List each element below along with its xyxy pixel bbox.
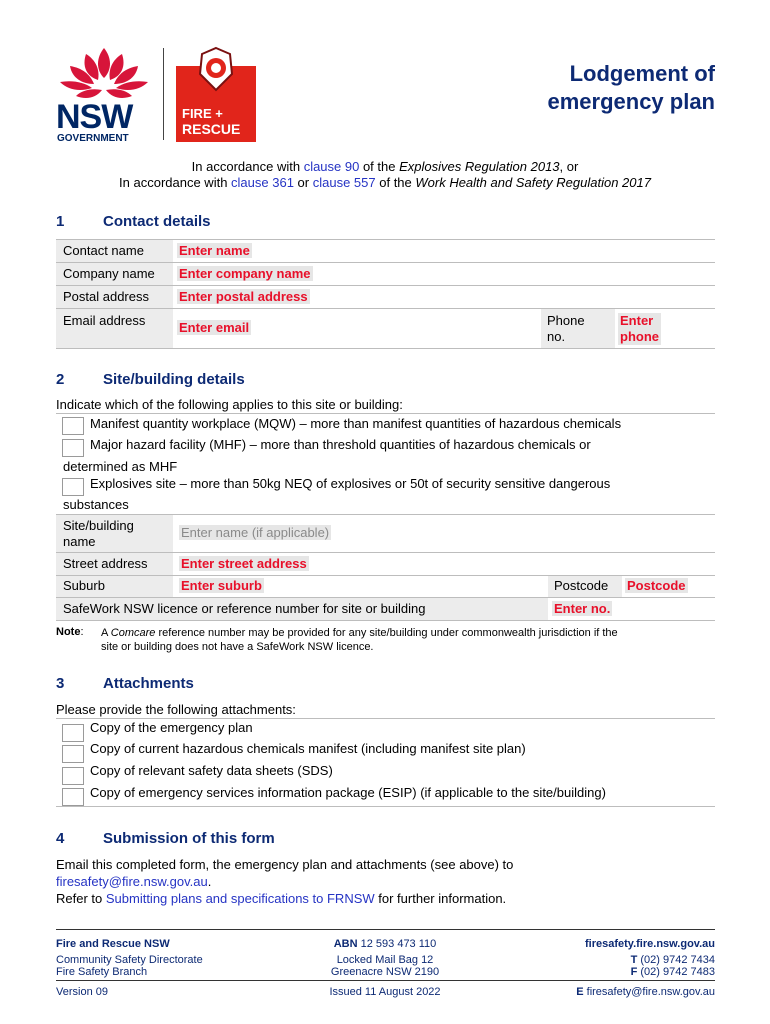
footer-email[interactable]: E firesafety@fire.nsw.gov.au bbox=[576, 986, 715, 998]
attachment-item-2: Copy of current hazardous chemicals manifest (including manifest site plan) bbox=[90, 741, 526, 756]
submission-text: Email this completed form, the emergency plan and attachments (see above) to firesafety@fire.nsw.gov.au. Refer to Submitting plans and specifications to FRNSW for further information. bbox=[56, 857, 514, 906]
section-1-number: 1 bbox=[56, 213, 65, 230]
frnsw-logo-text-1: FIRE + bbox=[182, 106, 223, 121]
footer-org: Fire and Rescue NSW bbox=[56, 938, 170, 950]
attachment-checkbox-4[interactable] bbox=[62, 788, 84, 806]
logo-divider bbox=[163, 48, 164, 140]
firesafety-email-link[interactable]: firesafety@fire.nsw.gov.au bbox=[56, 874, 208, 889]
frnsw-badge-icon bbox=[196, 46, 236, 92]
intro-line-1: In accordance with clause 90 of the Explosives Regulation 2013, or bbox=[191, 159, 579, 174]
postal-address-field[interactable]: Enter postal address bbox=[179, 289, 308, 304]
divider bbox=[56, 262, 715, 263]
site-name-label: Site/building name bbox=[63, 518, 134, 549]
section-1-title: Contact details bbox=[103, 213, 211, 230]
licence-label: SafeWork NSW licence or reference number for site or building bbox=[63, 601, 426, 616]
divider bbox=[56, 806, 715, 807]
submitting-plans-link[interactable]: Submitting plans and specifications to FRNSW bbox=[105, 891, 375, 906]
email-address-label: Email address bbox=[63, 313, 146, 328]
divider bbox=[56, 285, 715, 286]
section-3-title: Attachments bbox=[103, 675, 194, 692]
divider bbox=[56, 413, 715, 414]
title-line-1: Lodgement of bbox=[569, 61, 715, 86]
note-label: Note: bbox=[56, 626, 84, 638]
footer-phone: T (02) 9742 7434 bbox=[630, 954, 715, 966]
attachment-item-1: Copy of the emergency plan bbox=[90, 720, 253, 735]
frnsw-logo-text-2: RESCUE bbox=[182, 121, 241, 137]
section-2-number: 2 bbox=[56, 371, 65, 388]
site-name-field[interactable]: Enter name (if applicable) bbox=[181, 525, 330, 540]
footer-mail-2: Greenacre NSW 2190 bbox=[330, 966, 440, 978]
note-text: A Comcare reference number may be provided for any site/building under commonwealth jurisdiction if the site or building does not have a SafeWork NSW licence. bbox=[101, 627, 618, 653]
explosives-option-label: Explosives site – more than 50kg NEQ of explosives or 50t of security sensitive dangerous bbox=[90, 476, 611, 491]
phone-field[interactable]: Enter phone bbox=[620, 313, 659, 344]
explosives-checkbox[interactable] bbox=[62, 478, 84, 496]
section-4-number: 4 bbox=[56, 830, 65, 847]
attachment-item-4: Copy of emergency services information package (ESIP) (if applicable to the site/building) bbox=[90, 785, 606, 800]
company-name-field[interactable]: Enter company name bbox=[179, 266, 311, 281]
waratah-icon bbox=[56, 44, 152, 102]
footer-version: Version 09 bbox=[56, 986, 108, 998]
mhf-option-label-cont: determined as MHF bbox=[63, 459, 178, 474]
explosives-option-label-cont: substances bbox=[63, 497, 129, 512]
nsw-government-logo bbox=[56, 44, 152, 144]
clause-557-link[interactable]: clause 557 bbox=[312, 175, 376, 190]
divider bbox=[56, 552, 715, 553]
footer-mail-1: Locked Mail Bag 12 bbox=[336, 954, 434, 966]
divider bbox=[56, 308, 715, 309]
footer-bottom-rule bbox=[56, 980, 715, 981]
street-address-field[interactable]: Enter street address bbox=[181, 556, 307, 571]
divider bbox=[56, 620, 715, 621]
footer-website[interactable]: firesafety.fire.nsw.gov.au bbox=[584, 938, 715, 950]
company-name-label: Company name bbox=[63, 266, 155, 281]
footer-abn: ABN 12 593 473 110 bbox=[333, 938, 437, 950]
mhf-checkbox[interactable] bbox=[62, 439, 84, 457]
clause-361-link[interactable]: clause 361 bbox=[231, 175, 294, 190]
suburb-field[interactable]: Enter suburb bbox=[181, 578, 262, 593]
section-2-title: Site/building details bbox=[103, 371, 245, 388]
postal-address-label: Postal address bbox=[63, 289, 149, 304]
intro-line-2: In accordance with clause 361 or clause 557 of the Work Health and Safety Regulation 2017 bbox=[119, 175, 651, 190]
clause-90-link[interactable]: clause 90 bbox=[303, 159, 360, 174]
suburb-label: Suburb bbox=[63, 578, 105, 593]
phone-label: Phone no. bbox=[547, 313, 585, 344]
attachment-checkbox-2[interactable] bbox=[62, 745, 84, 763]
site-intro-text: Indicate which of the following applies to this site or building: bbox=[56, 397, 403, 412]
footer-branch: Fire Safety Branch bbox=[56, 966, 148, 978]
title-line-2: emergency plan bbox=[547, 89, 715, 114]
email-field[interactable]: Enter email bbox=[179, 320, 250, 335]
divider bbox=[56, 718, 715, 719]
mhf-option-label: Major hazard facility (MHF) – more than threshold quantities of hazardous chemicals or bbox=[90, 437, 591, 452]
attachments-intro-text: Please provide the following attachments: bbox=[56, 702, 296, 717]
page-title bbox=[547, 60, 715, 116]
attachment-checkbox-1[interactable] bbox=[62, 724, 84, 742]
footer-issued: Issued 11 August 2022 bbox=[329, 986, 441, 998]
contact-name-label: Contact name bbox=[63, 243, 144, 258]
postcode-field[interactable]: Postcode bbox=[627, 578, 686, 593]
street-address-label: Street address bbox=[63, 556, 148, 571]
attachment-checkbox-3[interactable] bbox=[62, 767, 84, 785]
footer-fax: F (02) 9742 7483 bbox=[630, 966, 715, 978]
attachment-item-3: Copy of relevant safety data sheets (SDS) bbox=[90, 763, 333, 778]
section-3-number: 3 bbox=[56, 675, 65, 692]
licence-field[interactable]: Enter no. bbox=[554, 601, 611, 616]
section-4-title: Submission of this form bbox=[103, 830, 275, 847]
nsw-logo-subtext: GOVERNMENT bbox=[57, 133, 129, 144]
divider bbox=[56, 348, 715, 349]
nsw-logo-text: NSW bbox=[56, 98, 133, 136]
frnsw-logo bbox=[176, 66, 256, 142]
contact-name-field[interactable]: Enter name bbox=[179, 243, 250, 258]
mqw-checkbox[interactable] bbox=[62, 417, 84, 435]
footer-top-rule bbox=[56, 929, 715, 930]
mqw-option-label: Manifest quantity workplace (MQW) – more than manifest quantities of hazardous chemicals bbox=[90, 416, 622, 431]
postcode-label: Postcode bbox=[554, 578, 609, 593]
footer-directorate: Community Safety Directorate bbox=[56, 954, 203, 966]
